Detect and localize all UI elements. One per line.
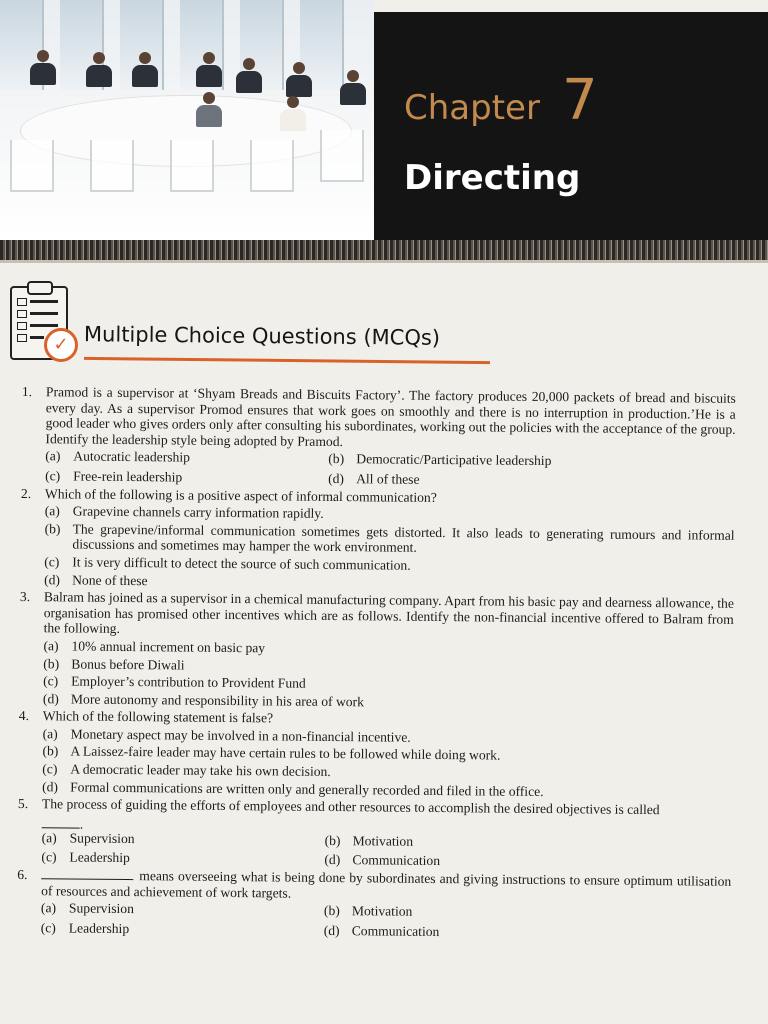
question-text: Pramod is a supervisor at ‘Shyam Breads and Biscuits Factory’. The factory produces 20,000 packets of bread and biscuits every day. As a supervisor Promod ensures that work goes on smoothly and there is no interruption in production.’He is a good leader who gives orders only after consulting his subordinates, working out the policies with the acceptance of the group. Identify the leadership style being adopted by Pramod.	[45, 384, 736, 449]
option-item	[328, 471, 728, 490]
option-text: Communication	[351, 923, 440, 939]
question-text: Which of the following is a positive aspect of informal communication?	[44, 485, 437, 505]
chapter-title: Directing	[404, 158, 581, 198]
option-text: Supervision	[68, 900, 134, 917]
option-text: Monetary aspect may be involved in a non-financial incentive.	[70, 726, 411, 745]
option-label: (c)	[44, 554, 60, 570]
question-item	[20, 486, 735, 594]
chair	[170, 140, 214, 192]
meeting-person	[30, 50, 56, 85]
meeting-person	[86, 52, 112, 87]
question-item	[17, 796, 732, 872]
option-text: None of these	[72, 572, 148, 588]
question-text: The process of guiding the efforts of employees and other resources to accomplish the desired objectives is called	[41, 796, 660, 818]
option-label: (d)	[324, 852, 341, 868]
option-text: It is very difficult to detect the source of such communication.	[72, 554, 411, 573]
meeting-person	[196, 52, 222, 87]
option-text: A Laissez-faire leader may have certain rules to be followed while doing work.	[70, 743, 501, 764]
option-item	[324, 852, 724, 871]
option-label: (d)	[328, 470, 345, 487]
question-item	[18, 708, 733, 801]
option-label: (b)	[42, 743, 59, 759]
question-text: Which of the following statement is false?	[42, 708, 274, 726]
option-item	[41, 850, 324, 868]
meeting-photo	[0, 0, 374, 240]
question-item	[19, 589, 734, 713]
question-number: 4.	[18, 708, 30, 724]
option-text: Grapevine channels carry information rapidly.	[72, 503, 324, 522]
chair	[320, 130, 364, 182]
meeting-person	[286, 62, 312, 97]
chair	[90, 140, 134, 192]
option-item	[324, 923, 724, 942]
option-label: (d)	[44, 571, 61, 587]
checkmark-icon: ✓	[44, 328, 78, 362]
chapter-number: 7	[562, 68, 598, 133]
option-label: (d)	[42, 778, 59, 795]
question-list	[17, 384, 736, 944]
option-text: Formal communications are written only and generally recorded and filed in the office.	[70, 779, 544, 799]
option-text: A democratic leader may take his own decision.	[70, 761, 331, 780]
option-text: Leadership	[69, 849, 130, 866]
answer-blank	[41, 878, 133, 880]
option-text: Leadership	[68, 920, 130, 936]
question-number: 5.	[17, 796, 29, 812]
chapter-label: Chapter	[404, 88, 540, 128]
question-number: 2.	[20, 485, 32, 501]
option-text: Employer’s contribution to Provident Fund	[71, 673, 306, 691]
option-label: (d)	[42, 690, 59, 707]
chapter-title-box	[374, 12, 768, 240]
question-item	[21, 384, 736, 490]
option-label: (a)	[40, 900, 57, 916]
option-item	[45, 468, 328, 486]
option-item	[44, 521, 734, 559]
option-text: Democratic/Participative leadership	[356, 451, 552, 469]
option-label: (b)	[43, 655, 60, 671]
option-text: Autocratic leadership	[73, 448, 191, 465]
question-item	[17, 867, 732, 942]
section-title: Multiple Choice Questions (MCQs)	[83, 322, 441, 350]
option-item	[328, 451, 728, 470]
option-label: (c)	[42, 761, 58, 777]
option-label: (c)	[43, 673, 59, 689]
chair	[10, 140, 54, 192]
question-text: means overseeing what is being done by subordinates and giving instructions to ensure optimum utilisation of resources and achievement of work targets.	[41, 868, 732, 901]
option-label: (b)	[324, 832, 341, 848]
question-number: 6.	[17, 867, 28, 883]
option-text: The grapevine/informal communication sometimes gets distorted. It also leads to generating rumours and informal discussions and sometimes may hamper the work environment.	[72, 521, 735, 556]
question-text: Balram has joined as a supervisor in a chemical manufacturing company. Apart from his basic pay and dearness allowance, the organisation has promised other incentives which are as follows. Identify the non-financial incentive offered to Balram from the following.	[43, 589, 734, 637]
option-label: (a)	[43, 638, 59, 654]
chapter-header	[0, 0, 768, 262]
option-label: (a)	[45, 448, 61, 464]
title-underline	[84, 357, 490, 364]
option-label: (a)	[44, 503, 60, 519]
option-label: (c)	[45, 468, 61, 484]
option-text: Supervision	[69, 830, 135, 846]
option-text: All of these	[356, 471, 420, 487]
option-item	[324, 903, 724, 922]
option-label: (b)	[44, 520, 61, 537]
option-item	[42, 830, 325, 848]
option-text: Motivation	[352, 833, 414, 849]
question-number: 3.	[19, 589, 31, 605]
meeting-person	[196, 92, 222, 127]
option-label: (c)	[41, 849, 57, 865]
option-label: (d)	[323, 922, 340, 938]
option-label: (b)	[328, 451, 345, 467]
option-item	[41, 920, 324, 938]
meeting-person	[236, 58, 262, 93]
option-text: Communication	[352, 852, 441, 869]
option-text: Bonus before Diwali	[71, 655, 185, 673]
meeting-person	[340, 70, 366, 105]
meeting-person	[280, 96, 306, 131]
section-heading	[10, 286, 510, 372]
question-number: 1.	[21, 384, 33, 400]
meeting-person	[132, 52, 158, 87]
option-label: (c)	[40, 920, 56, 936]
option-text: Motivation	[351, 903, 413, 919]
option-label: (a)	[42, 726, 58, 742]
decorative-band	[0, 240, 768, 260]
option-label: (a)	[41, 830, 57, 846]
option-label: (b)	[323, 903, 340, 919]
option-item	[325, 833, 725, 852]
option-item	[41, 900, 324, 918]
option-item	[45, 449, 328, 467]
option-text: Free-rein leadership	[73, 468, 183, 485]
option-text: 10% annual increment on basic pay	[71, 638, 266, 656]
answer-blank: .	[42, 816, 732, 835]
chair	[250, 140, 294, 192]
divider	[0, 260, 768, 263]
option-text: More autonomy and responsibility in his area of work	[70, 691, 365, 709]
